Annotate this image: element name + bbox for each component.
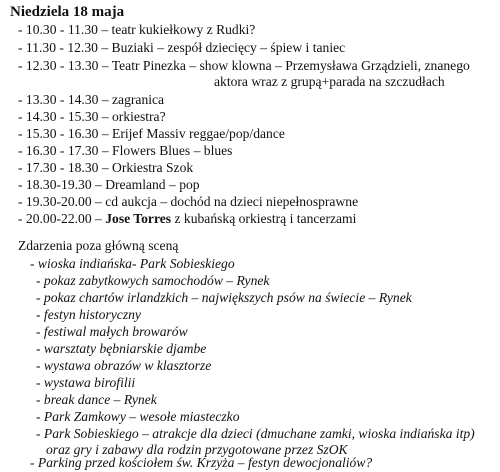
schedule-item: - 11.30 - 12.30 – Buziaki – zespół dziecięcy – śpiew i taniec xyxy=(18,40,346,55)
event-item: - pokaz chartów irlandzkich – największych psów na świecie – Rynek xyxy=(36,290,412,305)
event-item-continuation: oraz gry i zabawy dla rodzin przygotowane przez SzOK xyxy=(46,442,348,457)
event-item: - Parking przed kościołem św. Krzyża – festyn dewocjonaliów? xyxy=(30,455,373,470)
schedule-item-continuation: aktora wraz z grupą+parada na szczudłach xyxy=(214,74,445,89)
schedule-item: - 13.30 - 14.30 – zagranica xyxy=(18,92,165,107)
page-title: Niedziela 18 maja xyxy=(10,4,125,20)
event-item: - festiwal małych browarów xyxy=(36,324,188,339)
event-item: - festyn historyczny xyxy=(36,307,141,322)
event-item: - Park Zamkowy – wesołe miasteczko xyxy=(36,409,240,424)
schedule-item-highlight xyxy=(18,211,356,227)
schedule-item: - 14.30 - 15.30 – orkiestra? xyxy=(18,109,166,124)
event-item: - break dance – Rynek xyxy=(36,392,157,407)
event-item: - wystawa birofilii xyxy=(36,375,136,390)
event-item: - wystawa obrazów w klasztorze xyxy=(36,358,212,373)
schedule-item: - 19.30-20.00 – cd aukcja – dochód na dzieci niepełnosprawne xyxy=(18,194,359,209)
schedule-item: - 17.30 - 18.30 – Orkiestra Szok xyxy=(18,160,194,175)
event-item: - warsztaty bębniarskie djambe xyxy=(36,341,207,356)
schedule-item: - 15.30 - 16.30 – Erijef Massiv reggae/pop/dance xyxy=(18,126,285,141)
events-heading: Zdarzenia poza główną sceną xyxy=(18,238,179,253)
event-item: - wioska indiańska- Park Sobieskiego xyxy=(30,256,235,271)
schedule-description: z kubańską orkiestrą i tancerzami xyxy=(171,211,357,226)
event-item: - pokaz zabytkowych samochodów – Rynek xyxy=(36,273,270,288)
schedule-item: - 16.30 - 17.30 – Flowers Blues – blues xyxy=(18,143,233,158)
performer-name: Jose Torres xyxy=(105,211,172,226)
schedule-item: - 18.30-19.30 – Dreamland – pop xyxy=(18,177,200,192)
schedule-item: - 12.30 - 13.30 – Teatr Pinezka – show klowna – Przemysława Grządzieli, znanego xyxy=(18,58,470,73)
schedule-item: - 10.30 - 11.30 – teatr kukiełkowy z Rudki? xyxy=(18,22,256,37)
event-item: - Park Sobieskiego – atrakcje dla dzieci (dmuchane zamki, wioska indiańska itp) xyxy=(36,426,475,441)
schedule-time: - 20.00-22.00 – xyxy=(18,211,106,226)
